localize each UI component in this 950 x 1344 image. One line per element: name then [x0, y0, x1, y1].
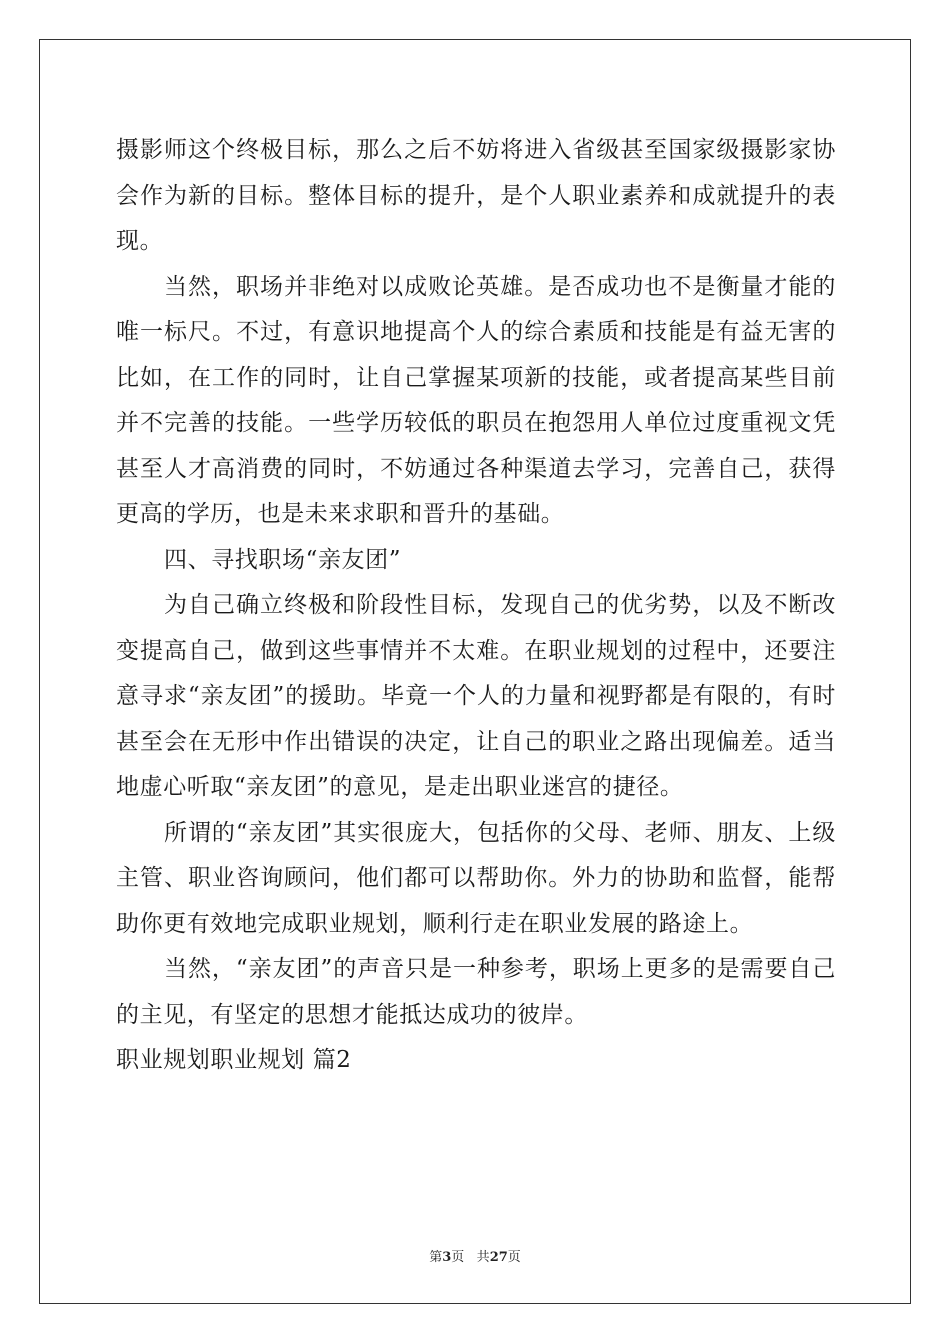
footer-total-pages: 27: [489, 1250, 508, 1265]
footer-page-number: 3: [442, 1250, 452, 1265]
paragraph-1: 摄影师这个终极目标，那么之后不妨将进入省级甚至国家级摄影家协会作为新的目标。整体目标的提升，是个人职业素养和成就提升的表现。: [116, 137, 836, 254]
page-footer: [0, 1246, 950, 1265]
paragraph-5: 当然，“亲友团”的声音只是一种参考，职场上更多的是需要自己的主见，有坚定的思想才能抵达成功的彼岸。: [116, 956, 836, 1028]
footer-total-prefix: 共: [476, 1250, 490, 1265]
section-heading-4: 四、寻找职场“亲友团”: [164, 546, 402, 573]
footer-prefix: 第: [429, 1250, 443, 1265]
paragraph-2: 当然，职场并非绝对以成败论英雄。是否成功也不是衡量才能的唯一标尺。不过，有意识地提高个人的综合素质和技能是有益无害的比如，在工作的同时，让自己掌握某项新的技能，或者提高某些目前并不完善的技能。一些学历较低的职员在抱怨用人单位过度重视文凭甚至人才高消费的同时，不妨通过各种渠道去学习，完善自己，获得更高的学历，也是未来求职和晋升的基础。: [116, 273, 836, 527]
article-title: 职业规划职业规划 篇2: [116, 1047, 352, 1073]
footer-page-suffix: 页: [451, 1250, 465, 1265]
paragraph-4: 所谓的“亲友团”其实很庞大，包括你的父母、老师、朋友、上级主管、职业咨询顾问，他们都可以帮助你。外力的协助和监督，能帮助你更有效地完成职业规划，顺利行走在职业发展的路途上。: [116, 819, 836, 937]
paragraph-3: 为自己确立终极和阶段性目标，发现自己的优劣势，以及不断改变提高自己，做到这些事情并不太难。在职业规划的过程中，还要注意寻求“亲友团”的援助。毕竟一个人的力量和视野都是有限的，有时甚至会在无形中作出错误的决定，让自己的职业之路出现偏差。适当地虚心听取“亲友团”的意见，是走出职业迷宫的捷径。: [116, 592, 836, 800]
footer-total-suffix: 页: [507, 1250, 521, 1265]
document-body: [116, 128, 836, 1084]
